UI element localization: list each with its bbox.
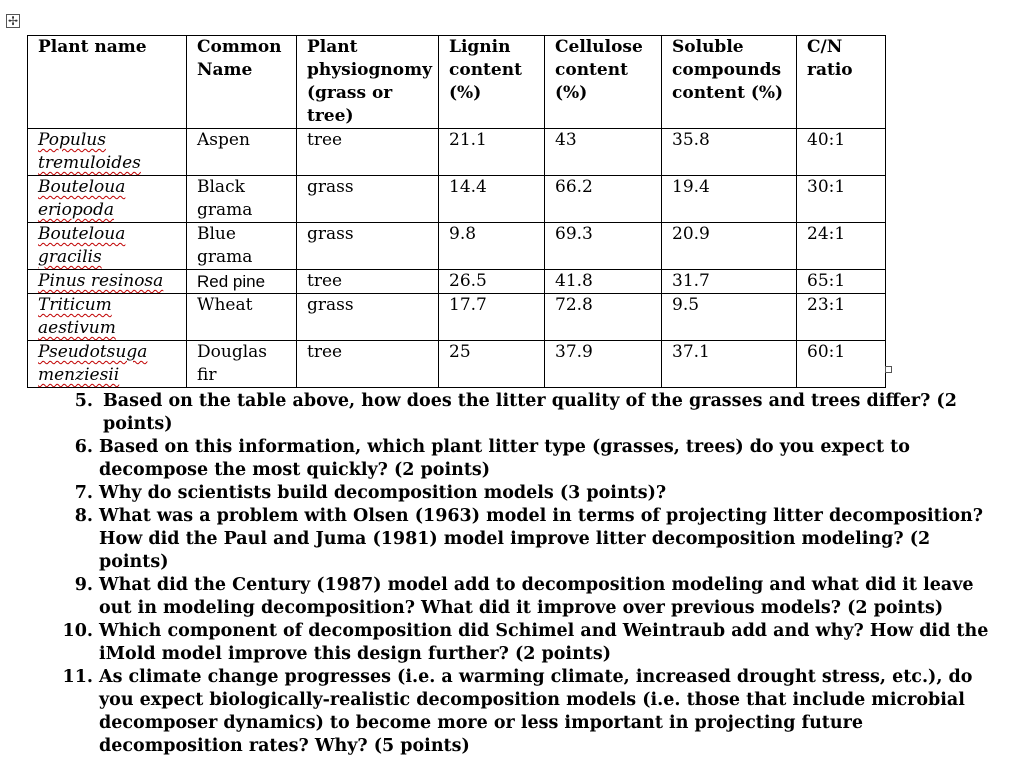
- soluble-cell: 31.7: [662, 270, 797, 294]
- soluble-cell: 35.8: [662, 129, 797, 176]
- common-name-cell: Blue grama: [187, 223, 297, 270]
- question-number: 9.: [74, 575, 93, 595]
- table-row: [28, 176, 886, 223]
- cellulose-cell: 66.2: [545, 176, 662, 223]
- question-text: What did the Century (1987) model add to decomposition modeling and what did it leave out in modeling decomposition? What did it improve over previous models? (2 points): [99, 575, 974, 618]
- physiognomy-cell: tree: [297, 341, 439, 388]
- list-item: [60, 620, 1000, 666]
- question-text: Which component of decomposition did Schimel and Weintraub add and why? How did the iMold model improve this design further? (2 points): [99, 621, 989, 664]
- soluble-cell: 20.9: [662, 223, 797, 270]
- question-number: 6.: [74, 437, 93, 457]
- cellulose-cell: 41.8: [545, 270, 662, 294]
- list-item: [60, 482, 1000, 505]
- table-row: [28, 223, 886, 270]
- list-item: [60, 574, 1000, 620]
- common-name-cell: Black grama: [187, 176, 297, 223]
- header-lignin: Lignin content (%): [439, 36, 545, 129]
- cn-ratio-cell: 65:1: [797, 270, 886, 294]
- plant-name-cell: Pinus resinosa: [38, 271, 164, 291]
- plant-name-cell: Bouteloua eriopoda: [38, 177, 126, 220]
- question-text: Based on the table above, how does the litter quality of the grasses and trees differ? (2 points): [103, 391, 957, 434]
- question-text: As climate change progresses (i.e. a warming climate, increased drought stress, etc.), do you expect biologically-realistic decomposition models (i.e. those that include microbial decomposer dynamics) to become more or less important in projecting future decomposition rates? Why? (5 points): [99, 667, 973, 756]
- table-row: [28, 270, 886, 294]
- physiognomy-cell: tree: [297, 270, 439, 294]
- common-name-cell: Douglas fir: [187, 341, 297, 388]
- soluble-cell: 37.1: [662, 341, 797, 388]
- cn-ratio-cell: 40:1: [797, 129, 886, 176]
- question-number: 8.: [74, 506, 93, 526]
- physiognomy-cell: grass: [297, 294, 439, 341]
- lignin-cell: 17.7: [439, 294, 545, 341]
- list-item: [60, 390, 1000, 436]
- lignin-cell: 9.8: [439, 223, 545, 270]
- common-name-cell: Red pine: [187, 270, 297, 294]
- soluble-cell: 19.4: [662, 176, 797, 223]
- question-text: What was a problem with Olsen (1963) model in terms of projecting litter decomposition? How did the Paul and Juma (1981) model improve litter decomposition modeling? (2 points): [99, 506, 983, 572]
- physiognomy-cell: grass: [297, 223, 439, 270]
- cn-ratio-cell: 60:1: [797, 341, 886, 388]
- soluble-cell: 9.5: [662, 294, 797, 341]
- header-common-name: Common Name: [187, 36, 297, 129]
- lignin-cell: 21.1: [439, 129, 545, 176]
- common-name-cell: Aspen: [187, 129, 297, 176]
- lignin-cell: 25: [439, 341, 545, 388]
- cellulose-cell: 69.3: [545, 223, 662, 270]
- plant-name-cell: Triticum aestivum: [38, 295, 116, 338]
- question-number: 11.: [62, 667, 93, 687]
- cn-ratio-cell: 30:1: [797, 176, 886, 223]
- plant-name-cell: Bouteloua gracilis: [38, 224, 126, 267]
- question-number: 7.: [74, 483, 93, 503]
- list-item: [60, 436, 1000, 482]
- cellulose-cell: 37.9: [545, 341, 662, 388]
- table-row: [28, 129, 886, 176]
- physiognomy-cell: grass: [297, 176, 439, 223]
- table-row: [28, 341, 886, 388]
- question-number: 10.: [62, 621, 93, 641]
- header-cn-ratio: C/N ratio: [797, 36, 886, 129]
- plant-name-cell: Pseudotsuga menziesii: [38, 342, 148, 385]
- common-name-cell: Wheat: [187, 294, 297, 341]
- header-cellulose: Cellulose content (%): [545, 36, 662, 129]
- table-move-handle-icon[interactable]: ✢: [7, 14, 19, 28]
- question-list: [60, 390, 1000, 758]
- cn-ratio-cell: 23:1: [797, 294, 886, 341]
- cellulose-cell: 72.8: [545, 294, 662, 341]
- header-soluble: Soluble compounds content (%): [662, 36, 797, 129]
- lignin-cell: 26.5: [439, 270, 545, 294]
- question-text: Based on this information, which plant litter type (grasses, trees) do you expect to decompose the most quickly? (2 points): [99, 437, 910, 480]
- table-row: [28, 294, 886, 341]
- lignin-cell: 14.4: [439, 176, 545, 223]
- table-header-row: [28, 36, 886, 129]
- table-resize-handle[interactable]: [885, 366, 892, 373]
- question-number: 5.: [74, 391, 93, 411]
- header-physiognomy: Plant physiognomy (grass or tree): [297, 36, 439, 129]
- physiognomy-cell: tree: [297, 129, 439, 176]
- question-text: Why do scientists build decomposition models (3 points)?: [99, 483, 667, 503]
- cellulose-cell: 43: [545, 129, 662, 176]
- list-item: [60, 666, 1000, 758]
- cn-ratio-cell: 24:1: [797, 223, 886, 270]
- header-plant-name: Plant name: [28, 36, 187, 129]
- plant-litter-table: [27, 35, 886, 388]
- list-item: [60, 505, 1000, 574]
- plant-name-cell: Populus tremuloides: [38, 130, 141, 173]
